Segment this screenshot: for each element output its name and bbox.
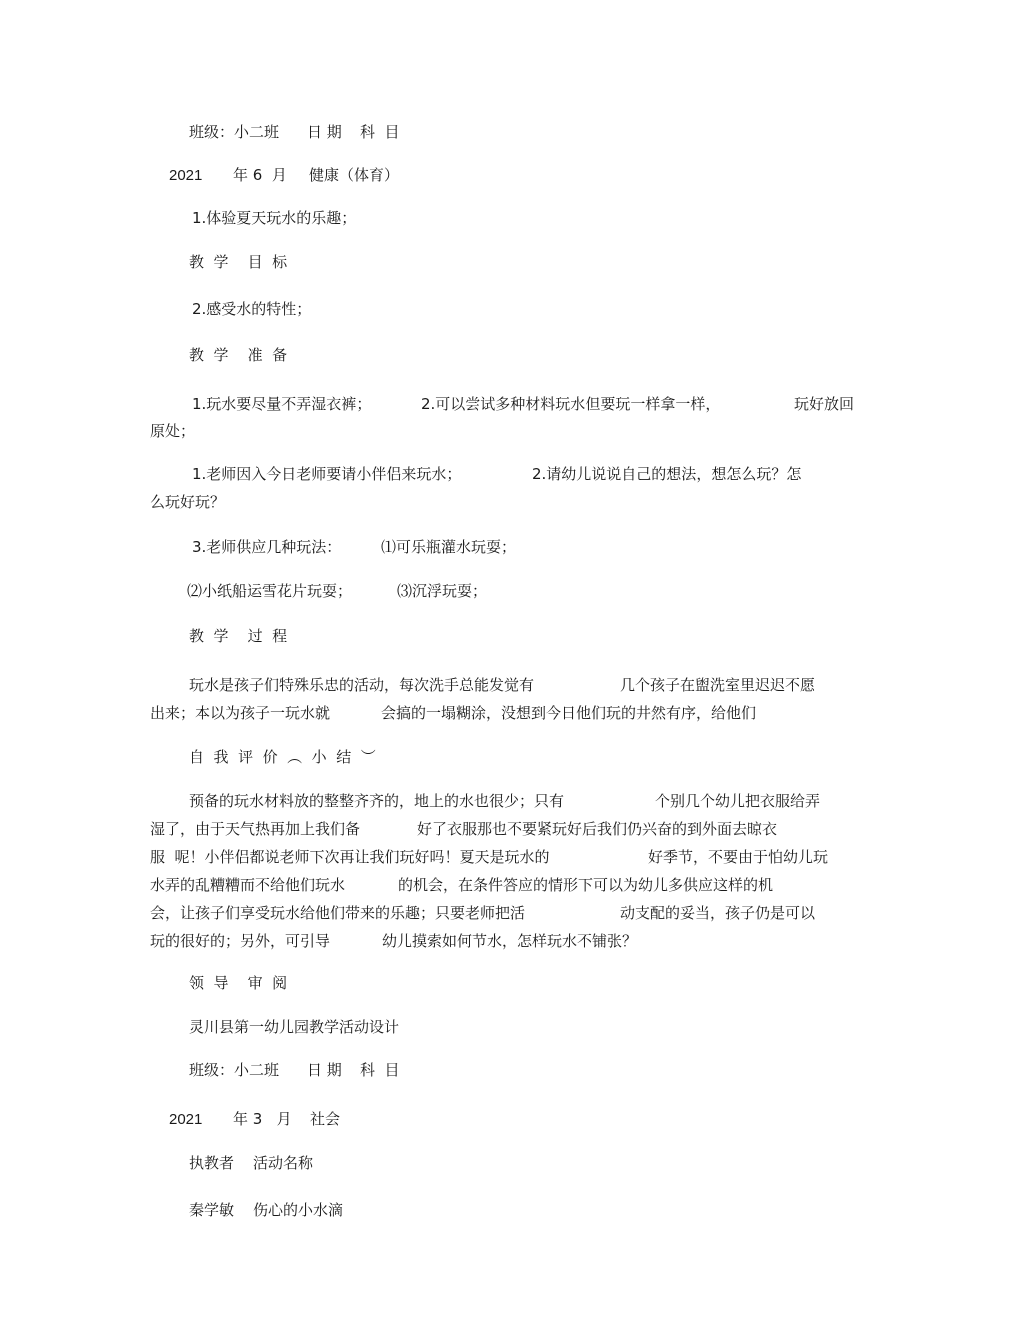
prep-item-2-end: 玩好放回 bbox=[794, 395, 855, 413]
label-review: 领 导 审 阅 bbox=[189, 974, 288, 992]
school-title: 灵川县第一幼儿园教学活动设计 bbox=[189, 1018, 400, 1036]
story-line-2a: 出来；本以为孩子一玩水就 bbox=[150, 704, 331, 722]
eval-line-1b: 个别几个幼儿把衣服给弄 bbox=[655, 792, 821, 810]
label-goal: 教 学 目 标 bbox=[189, 253, 288, 271]
eval-line-3a: 服 呢！小伴侣都说老师下次再让我们玩好吗！夏天是玩水的 bbox=[150, 848, 550, 866]
class-label: 班级：小二班 bbox=[189, 123, 280, 141]
prep-item-1: 1.玩水要尽量不弄湿衣裤； bbox=[192, 395, 372, 413]
class-label-2: 班级：小二班 bbox=[189, 1061, 280, 1079]
label-process: 教 学 过 程 bbox=[189, 627, 288, 645]
story-line-1b: 几个孩子在盥洗室里迟迟不愿 bbox=[620, 676, 816, 694]
prep-item-2-cont: 原处； bbox=[150, 422, 196, 440]
step-3-option-1: ⑴可乐瓶灌水玩耍； bbox=[381, 538, 517, 556]
eval-line-5a: 会，让孩子们享受玩水给他们带来的乐趣；只要老师把活 bbox=[150, 904, 526, 922]
teacher-name: 秦学敏 bbox=[189, 1201, 235, 1219]
year: 2021 bbox=[169, 167, 203, 184]
subject-value-2: 社会 bbox=[310, 1110, 341, 1128]
teacher-label: 执教者 bbox=[189, 1154, 235, 1172]
eval-line-6b: 幼儿摸索如何节水，怎样玩水不铺张？ bbox=[382, 932, 638, 950]
eval-line-1a: 预备的玩水材料放的整整齐齐的，地上的水也很少；只有 bbox=[189, 792, 565, 810]
eval-line-5b: 动支配的妥当，孩子仍是可以 bbox=[620, 904, 816, 922]
activity-label: 活动名称 bbox=[253, 1154, 314, 1172]
step-3: 3.老师供应几种玩法： bbox=[192, 538, 342, 556]
step-2-cont: 么玩好玩？ bbox=[150, 493, 226, 511]
eval-line-4b: 的机会，在条件答应的情形下可以为幼儿多供应这样的机 bbox=[398, 876, 774, 894]
step-3-option-2: ⑵小纸船运雪花片玩耍； bbox=[187, 582, 353, 600]
goal-2: 2.感受水的特性； bbox=[192, 300, 312, 318]
goal-1: 1.体验夏天玩水的乐趣； bbox=[192, 209, 357, 227]
year-month-2: 年 3 月 bbox=[233, 1110, 292, 1128]
story-line-2b: 会搞的一塌糊涂，没想到今日他们玩的井然有序，给他们 bbox=[381, 704, 757, 722]
eval-line-6a: 玩的很好的；另外，可引导 bbox=[150, 932, 331, 950]
subject-value: 健康（体育） bbox=[309, 166, 400, 184]
eval-line-3b: 好季节，不要由于怕幼儿玩 bbox=[648, 848, 829, 866]
story-line-1a: 玩水是孩子们特殊乐忠的活动，每次洗手总能发觉有 bbox=[189, 676, 535, 694]
prep-item-2: 2.可以尝试多种材料玩水但要玩一样拿一样， bbox=[421, 395, 721, 413]
eval-line-2b: 好了衣服那也不要紧玩好后我们仍兴奋的到外面去晾衣 bbox=[417, 820, 778, 838]
date-label-2: 日 期 bbox=[307, 1061, 342, 1079]
label-prep: 教 学 准 备 bbox=[189, 346, 288, 364]
subject-label-2: 科 目 bbox=[360, 1061, 400, 1079]
subject-label: 科 目 bbox=[360, 123, 400, 141]
step-2: 2.请幼儿说说自己的想法，想怎么玩？怎 bbox=[532, 465, 802, 483]
year-month: 年 6 月 bbox=[233, 166, 287, 184]
step-3-option-3: ⑶沉浮玩耍； bbox=[397, 582, 488, 600]
activity-name: 伤心的小水滴 bbox=[253, 1201, 344, 1219]
label-evaluation: 自 我 评 价 ︵ 小 结 ︶ bbox=[189, 748, 376, 766]
step-1: 1.老师因入今日老师要请小伴侣来玩水； bbox=[192, 465, 462, 483]
date-label: 日 期 bbox=[307, 123, 342, 141]
year-2: 2021 bbox=[169, 1111, 203, 1128]
eval-line-4a: 水弄的乱糟糟而不给他们玩水 bbox=[150, 876, 346, 894]
eval-line-2a: 湿了，由于天气热再加上我们备 bbox=[150, 820, 361, 838]
